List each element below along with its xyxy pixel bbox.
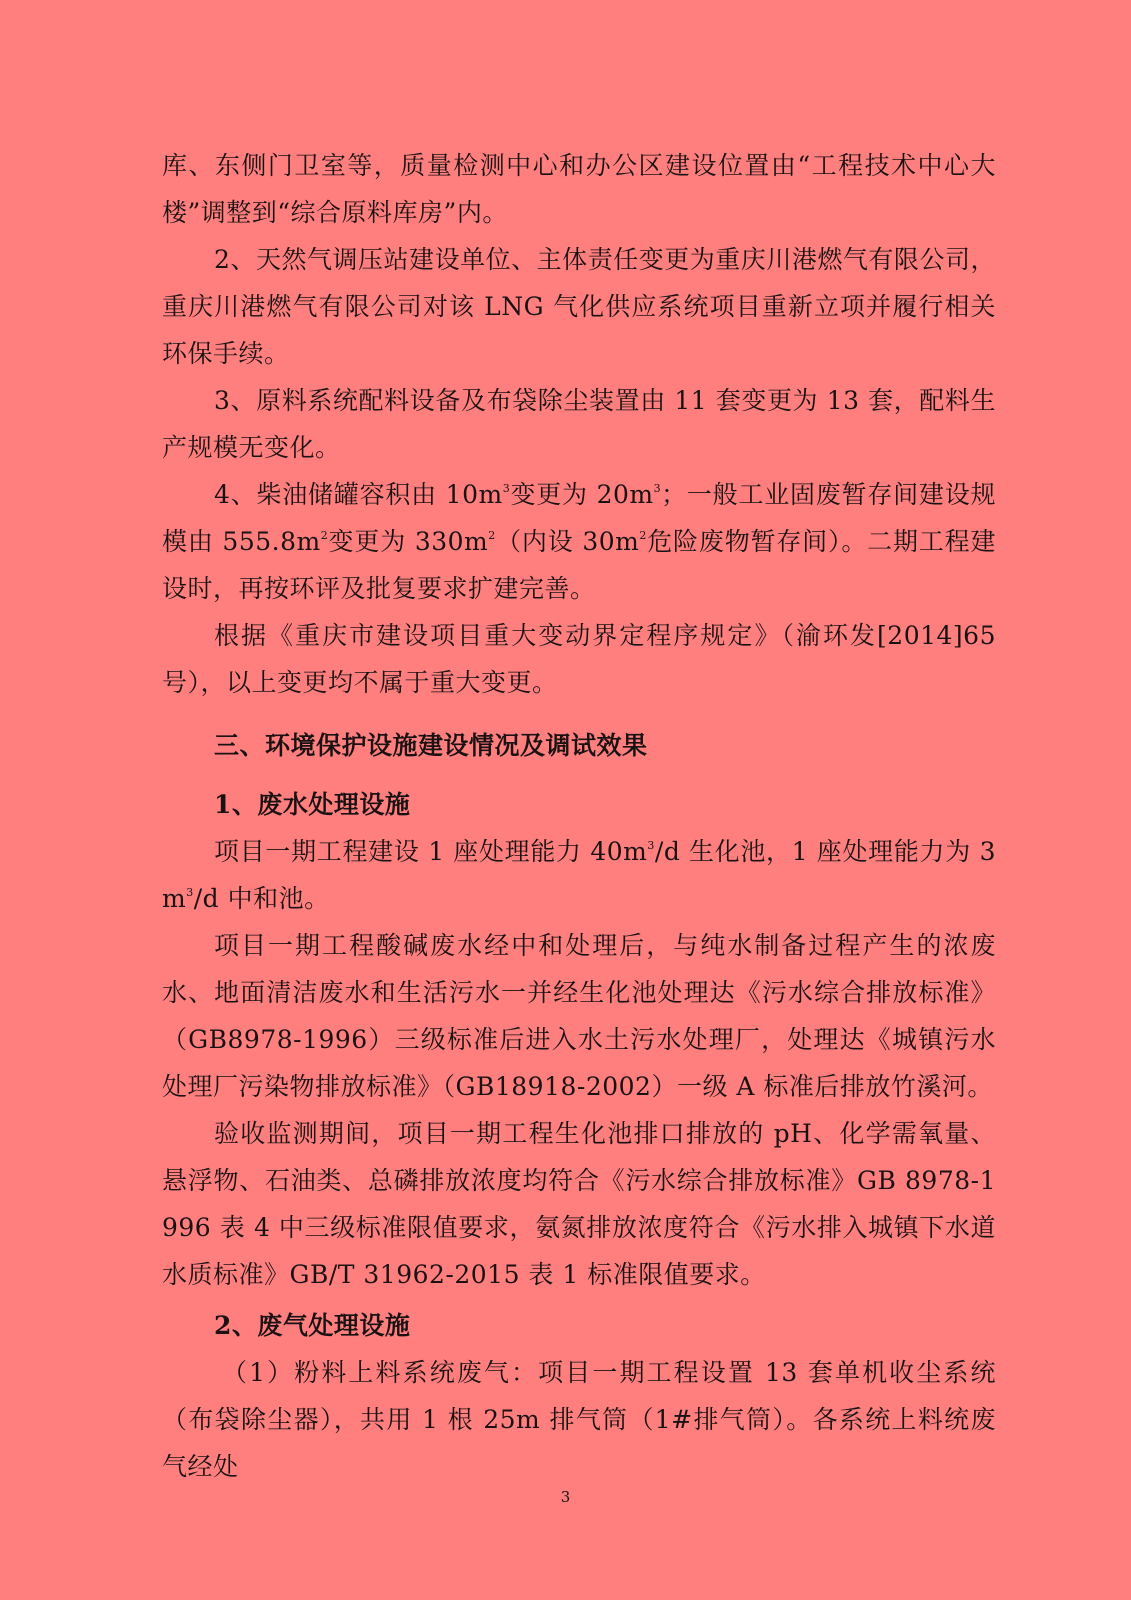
- capacity-sup-2: 3: [186, 886, 194, 899]
- item4-text-4: 变更为 330m: [328, 527, 489, 556]
- item4-text-1: 4、柴油储罐容积由 10m: [214, 480, 503, 509]
- item4-text-6: 危险废物暂存间）。二期工程建设时，再按环评及批复要求扩建完善。: [162, 527, 996, 603]
- change-item-2: 2、天然气调压站建设单位、主体责任变更为重庆川港燃气有限公司，重庆川港燃气有限公司对该 LNG 气化供应系统项目重新立项并履行相关环保手续。: [162, 245, 996, 368]
- item4-text-2: 变更为 20m: [510, 480, 654, 509]
- subsection-wastewater-title: 1、废水处理设施: [214, 790, 411, 819]
- basis-paragraph: 根据《重庆市建设项目重大变动界定程序规定》（渝环发[2014]65号），以上变更均不属于重大变更。: [162, 621, 996, 697]
- exhaust-item-1: （1）粉料上料系统废气：项目一期工程设置 13 套单机收尘系统（布袋除尘器），共用 1 根 25m 排气筒（1#排气筒）。各系统上料统废气经处: [162, 1358, 996, 1481]
- change-item-3: 3、原料系统配料设备及布袋除尘装置由 11 套变更为 13 套，配料生产规模无变化。: [162, 386, 996, 462]
- item4-sup-4: 2: [488, 529, 496, 542]
- subsection-exhaust-title: 2、废气处理设施: [214, 1311, 411, 1340]
- capacity-text-2: /d 生化池，1 座处理能力为 3m: [162, 837, 996, 913]
- change-item-4: [162, 471, 996, 612]
- capacity-text-3: /d 中和池。: [193, 884, 330, 913]
- item4-sup-3: 2: [320, 529, 329, 542]
- capacity-sup-1: 3: [647, 839, 655, 852]
- item4-sup-1: 3: [502, 482, 511, 495]
- continuation-paragraph: 库、东侧门卫室等，质量检测中心和办公区建设位置由“工程技术中心大楼”调整到“综合原料库房”内。: [162, 151, 996, 227]
- item4-text-5: （内设 30m: [495, 527, 640, 556]
- section-3-title: 三、环境保护设施建设情况及调试效果: [214, 731, 648, 760]
- item4-sup-2: 3: [653, 482, 662, 495]
- wastewater-capacity-paragraph: [162, 828, 996, 922]
- item4-text-3: ；一般工业固废暂存间建设规模由 555.8m: [162, 480, 996, 556]
- capacity-text-1: 项目一期工程建设 1 座处理能力 40m: [214, 837, 648, 866]
- wastewater-monitoring-paragraph: 验收监测期间，项目一期工程生化池排口排放的 pH、化学需氧量、悬浮物、石油类、总磷排放浓度均符合《污水综合排放标准》GB 8978-1996 表 4 中三级标准限值要求，氨氮排放浓度符合《污水排入城镇下水道水质标准》GB/T 31962-2015 表 1 标准限值要求。: [162, 1119, 996, 1289]
- page-number: 3: [560, 1488, 571, 1506]
- item4-sup-5: 2: [639, 529, 647, 542]
- wastewater-process-paragraph: 项目一期工程酸碱废水经中和处理后，与纯水制备过程产生的浓废水、地面清洁废水和生活污水一并经生化池处理达《污水综合排放标准》（GB8978-1996）三级标准后进入水土污水处理厂，处理达《城镇污水处理厂污染物排放标准》（GB18918-2002）一级 A 标准后排放竹溪河。: [162, 931, 996, 1101]
- page-body: [162, 142, 996, 1490]
